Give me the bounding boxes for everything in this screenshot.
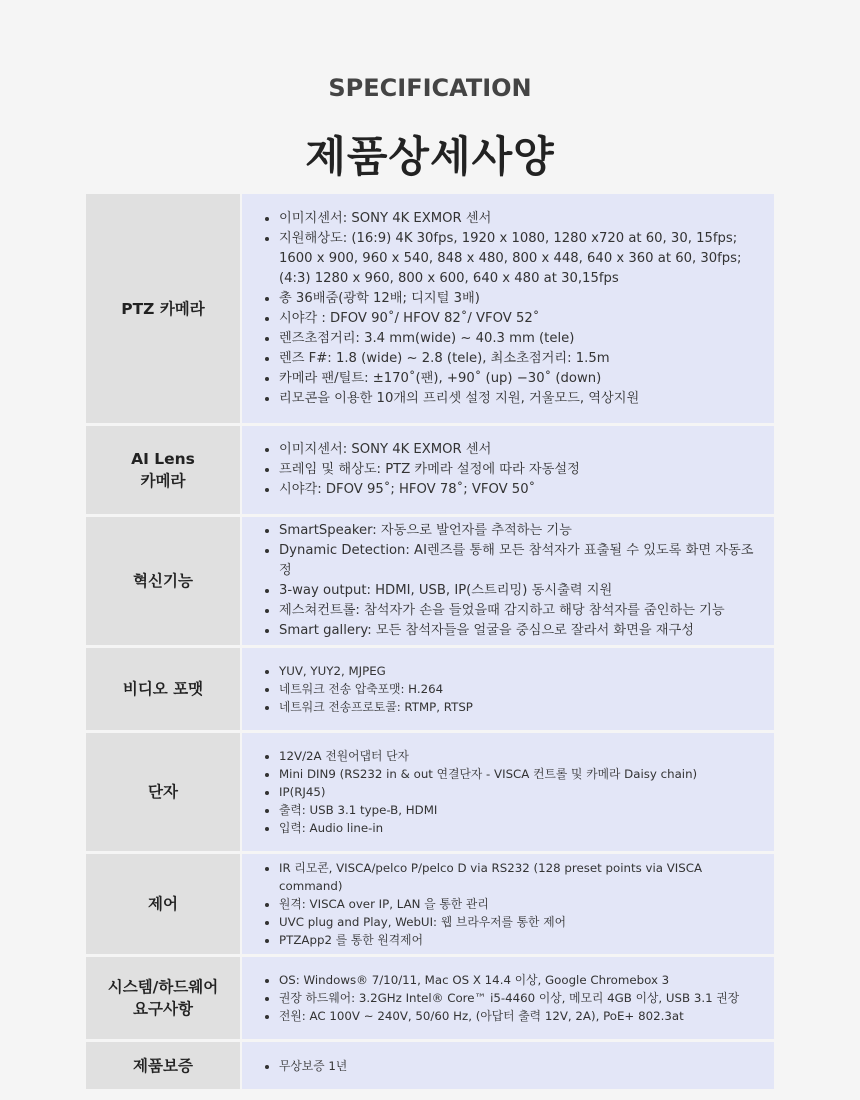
spec-row-warranty	[86, 1042, 774, 1089]
spec-content	[242, 733, 774, 851]
spec-item: • 지원해상도: (16:9) 4K 30fps, 1920 x 1080, 1280 x720 at 60, 30, 15fps; 1600 x 900, 960 x 540, 848 x 480, 800 x 448, 640 x 360 at 60, 30fps; (4:3) 1280 x 960, 800 x 600, 640 x 480 at 30,15fps	[279, 229, 762, 289]
spec-list	[262, 747, 697, 837]
spec-item: • 무상보증 1년	[279, 1057, 347, 1075]
spec-content	[242, 854, 774, 954]
spec-label: 혁신기능	[86, 517, 240, 645]
spec-content	[242, 194, 774, 423]
spec-item: • IR 리모콘, VISCA/pelco P/pelco D via RS232 (128 preset points via VISCA command)	[279, 859, 762, 895]
spec-item: • Smart gallery: 모든 참석자들을 얼굴을 중심으로 잘라서 화면을 재구성	[279, 621, 762, 641]
spec-list	[262, 1057, 347, 1075]
spec-row-innovation	[86, 517, 774, 645]
spec-list	[262, 859, 762, 949]
spec-item: • 권장 하드웨어: 3.2GHz Intel® Core™ i5-4460 이상, 메모리 4GB 이상, USB 3.1 권장	[279, 989, 739, 1007]
spec-content	[242, 957, 774, 1039]
spec-item: • Dynamic Detection: AI렌즈를 통해 모든 참석자가 표출될 수 있도록 화면 자동조정	[279, 541, 762, 581]
spec-item: • 총 36배줌(광학 12배; 디지털 3배)	[279, 289, 762, 309]
spec-row-control	[86, 854, 774, 954]
spec-label: PTZ 카메라	[86, 194, 240, 423]
spec-label: 제품보증	[86, 1042, 240, 1089]
spec-row-ai-lens-camera	[86, 426, 774, 514]
spec-item: • 시야각: DFOV 95˚; HFOV 78˚; VFOV 50˚	[279, 480, 580, 500]
spec-item: • 네트워크 전송 압축포맷: H.264	[279, 680, 473, 698]
spec-item: • 제스쳐컨트롤: 참석자가 손을 들었을때 감지하고 해당 참석자를 줌인하는 기능	[279, 601, 762, 621]
spec-item: • 3-way output: HDMI, USB, IP(스트리밍) 동시출력 지원	[279, 581, 762, 601]
spec-content	[242, 1042, 774, 1089]
spec-item: • Mini DIN9 (RS232 in & out 연결단자 - VISCA 컨트롤 및 카메라 Daisy chain)	[279, 765, 697, 783]
spec-item: • 리모콘을 이용한 10개의 프리셋 설정 지원, 거울모드, 역상지원	[279, 389, 762, 409]
spec-item: • OS: Windows® 7/10/11, Mac OS X 14.4 이상, Google Chromebox 3	[279, 971, 739, 989]
spec-list	[262, 662, 473, 716]
spec-label: 제어	[86, 854, 240, 954]
spec-list	[262, 971, 739, 1025]
spec-item: • 프레임 및 해상도: PTZ 카메라 설정에 따라 자동설정	[279, 460, 580, 480]
spec-label: 단자	[86, 733, 240, 851]
spec-item: • 입력: Audio line-in	[279, 819, 697, 837]
spec-item: • 이미지센서: SONY 4K EXMOR 센서	[279, 209, 762, 229]
spec-label: 시스템/하드웨어 요구사항	[86, 957, 240, 1039]
spec-item: • 렌즈 F#: 1.8 (wide) ~ 2.8 (tele), 최소초점거리: 1.5m	[279, 349, 762, 369]
spec-item: • 카메라 팬/틸트: ±170˚(팬), +90˚ (up) −30˚ (down)	[279, 369, 762, 389]
page-title: 제품상세사양	[305, 132, 555, 181]
spec-item: • 전원: AC 100V ~ 240V, 50/60 Hz, (아답터 출력 12V, 2A), PoE+ 802.3at	[279, 1007, 739, 1025]
spec-list	[262, 521, 762, 641]
spec-item: • UVC plug and Play, WebUI: 웹 브라우저를 통한 제어	[279, 913, 762, 931]
spec-item: • 네트워크 전송프로토콜: RTMP, RTSP	[279, 698, 473, 716]
spec-row-system-requirements	[86, 957, 774, 1039]
spec-label: AI Lens 카메라	[86, 426, 240, 514]
spec-list	[262, 440, 580, 500]
spec-row-ports	[86, 733, 774, 851]
spec-item: • IP(RJ45)	[279, 783, 697, 801]
spec-content	[242, 426, 774, 514]
spec-row-ptz-camera	[86, 194, 774, 423]
spec-item: • 렌즈초점거리: 3.4 mm(wide) ~ 40.3 mm (tele)	[279, 329, 762, 349]
spec-item: • YUV, YUY2, MJPEG	[279, 662, 473, 680]
spec-item: • 원격: VISCA over IP, LAN 을 통한 관리	[279, 895, 762, 913]
spec-item: • 출력: USB 3.1 type-B, HDMI	[279, 801, 697, 819]
spec-row-video-format	[86, 648, 774, 730]
spec-label: 비디오 포맷	[86, 648, 240, 730]
section-eyebrow: SPECIFICATION	[328, 74, 532, 102]
spec-item: • PTZApp2 를 통한 원격제어	[279, 931, 762, 949]
spec-table	[86, 194, 774, 1092]
spec-item: • 시야각 : DFOV 90˚/ HFOV 82˚/ VFOV 52˚	[279, 309, 762, 329]
spec-list	[262, 209, 762, 409]
spec-content	[242, 648, 774, 730]
spec-content	[242, 517, 774, 645]
spec-item: • 이미지센서: SONY 4K EXMOR 센서	[279, 440, 580, 460]
spec-item: • 12V/2A 전원어댑터 단자	[279, 747, 697, 765]
spec-item: • SmartSpeaker: 자동으로 발언자를 추적하는 기능	[279, 521, 762, 541]
